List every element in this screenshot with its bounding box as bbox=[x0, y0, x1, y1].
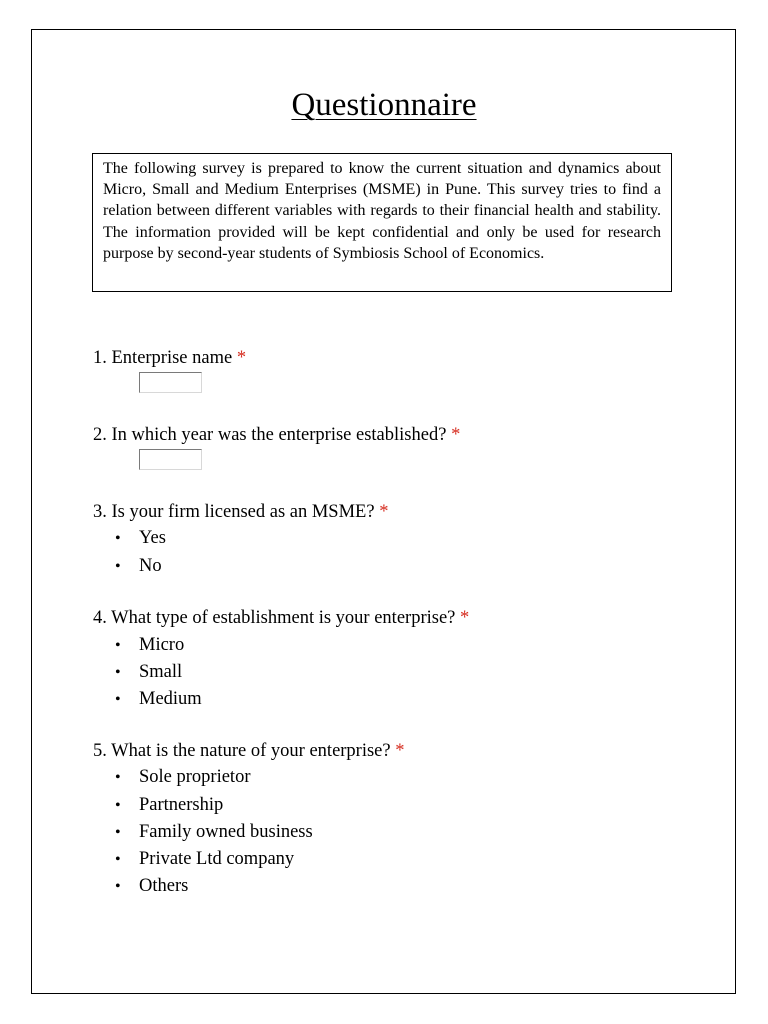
option-partnership[interactable] bbox=[115, 794, 223, 817]
option-label: Micro bbox=[139, 635, 185, 655]
bullet-icon: • bbox=[115, 637, 121, 654]
option-family-owned-business[interactable] bbox=[115, 821, 313, 844]
option-yes[interactable] bbox=[115, 527, 166, 550]
intro-text-box bbox=[92, 153, 672, 292]
option-private-ltd-company[interactable] bbox=[115, 848, 294, 871]
required-asterisk: * bbox=[395, 741, 405, 761]
option-others[interactable] bbox=[115, 875, 188, 898]
bullet-icon: • bbox=[115, 824, 121, 841]
required-asterisk: * bbox=[451, 425, 461, 445]
year-established-input[interactable] bbox=[139, 449, 202, 470]
question-label: 4. What type of establishment is your enterprise? bbox=[93, 608, 456, 628]
question-label: 5. What is the nature of your enterprise? bbox=[93, 741, 391, 761]
option-no[interactable] bbox=[115, 555, 162, 578]
bullet-icon: • bbox=[115, 558, 121, 575]
question-msme-license bbox=[93, 501, 388, 523]
bullet-icon: • bbox=[115, 878, 121, 895]
bullet-icon: • bbox=[115, 797, 121, 814]
option-label: Yes bbox=[139, 528, 166, 548]
required-asterisk: * bbox=[460, 608, 470, 628]
option-small[interactable] bbox=[115, 661, 182, 684]
question-label: 2. In which year was the enterprise established? bbox=[93, 425, 447, 445]
question-enterprise-nature bbox=[93, 740, 404, 762]
question-year-established bbox=[93, 424, 460, 446]
option-label: Partnership bbox=[139, 795, 224, 815]
option-label: Family owned business bbox=[139, 822, 313, 842]
option-label: Sole proprietor bbox=[139, 767, 251, 787]
bullet-icon: • bbox=[115, 769, 121, 786]
page-title: Questionnaire bbox=[291, 87, 477, 123]
bullet-icon: • bbox=[115, 664, 121, 681]
intro-text: The following survey is prepared to know the current situation and dynamics about Micro, Small and Medium Enterprises (MSME) in Pune. This survey tries to find a relation between different variables with regards to their financial health and stability. The information provided will be kept confidential and only be used for research purpose by second-year students of Symbiosis School of Economics. bbox=[103, 160, 661, 262]
question-establishment-type bbox=[93, 607, 469, 629]
question-label: 1. Enterprise name bbox=[93, 348, 233, 368]
required-asterisk: * bbox=[379, 502, 389, 522]
option-medium[interactable] bbox=[115, 688, 202, 711]
bullet-icon: • bbox=[115, 851, 121, 868]
bullet-icon: • bbox=[115, 530, 121, 547]
enterprise-name-input[interactable] bbox=[139, 372, 202, 393]
option-label: No bbox=[139, 556, 162, 576]
option-sole-proprietor[interactable] bbox=[115, 766, 251, 789]
option-micro[interactable] bbox=[115, 634, 184, 657]
option-label: Medium bbox=[139, 689, 202, 709]
option-label: Others bbox=[139, 876, 189, 896]
required-asterisk: * bbox=[236, 348, 247, 368]
bullet-icon: • bbox=[115, 691, 121, 708]
option-label: Private Ltd company bbox=[139, 849, 295, 869]
question-enterprise-name bbox=[93, 347, 246, 369]
option-label: Small bbox=[139, 662, 183, 682]
question-label: 3. Is your firm licensed as an MSME? bbox=[93, 502, 375, 522]
